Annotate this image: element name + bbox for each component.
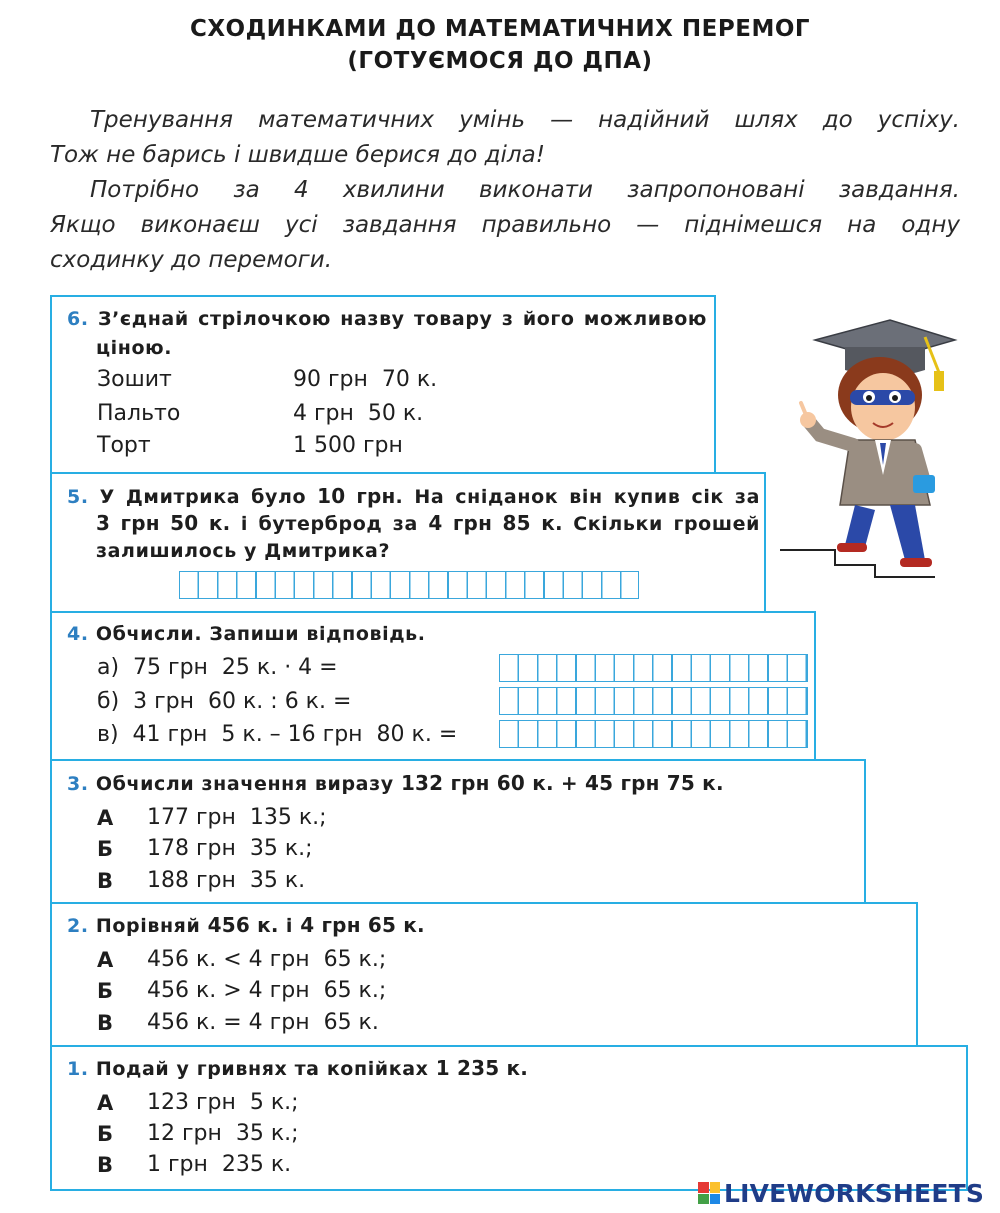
task-5-text: і бутерброд за [230, 513, 429, 535]
logo-square [698, 1194, 709, 1205]
product-name[interactable]: Зошит [97, 367, 172, 392]
answer-grid-input[interactable] [499, 720, 808, 748]
task-number: 5. [67, 486, 89, 508]
option-letter[interactable]: В [97, 1153, 114, 1177]
option-letter[interactable]: Б [97, 1122, 114, 1146]
task-number: 6. [67, 308, 89, 330]
task-number: 3. [67, 773, 89, 795]
shoe [837, 543, 867, 552]
task-1-text: Подай у гривнях та копійках [95, 1058, 436, 1080]
task-3-question [67, 769, 724, 798]
task-5-bold: 10 грн [317, 484, 396, 508]
liveworksheets-logo [698, 1178, 984, 1208]
option-text[interactable]: 177 грн 135 к.; [147, 805, 327, 830]
task-3-text: Обчисли значення виразу [95, 773, 401, 795]
option-letter[interactable]: В [97, 1011, 114, 1035]
task-5-bold: 4 грн 85 к. [428, 511, 563, 535]
task-6-question-cont: ціною. [96, 337, 173, 359]
option-text[interactable]: 123 грн 5 к.; [147, 1090, 299, 1115]
logo-square [710, 1194, 721, 1205]
option-letter[interactable]: А [97, 948, 114, 972]
option-letter[interactable]: Б [97, 837, 114, 861]
task-5-question-cont [96, 509, 760, 538]
task-4-text: Обчисли. Запиши відповідь. [95, 623, 426, 645]
task-2-text: і [278, 915, 301, 937]
option-text[interactable]: 456 к. > 4 грн 65 к.; [147, 978, 387, 1003]
task-2-bold: 456 к. [207, 913, 279, 937]
logo-square [710, 1182, 721, 1193]
answer-grid-input[interactable] [179, 571, 639, 599]
option-letter[interactable]: А [97, 806, 114, 830]
intro-line: Потрібно за 4 хвилини виконати запропоновані завдання. [90, 177, 960, 203]
option-letter[interactable]: В [97, 869, 114, 893]
task-4-question [67, 620, 426, 648]
book [913, 475, 935, 493]
intro-line: сходинку до перемоги. [50, 247, 333, 273]
leg [845, 505, 875, 547]
task-5-text: . На сніданок він купив сік за [395, 486, 760, 508]
mask [850, 390, 915, 405]
option-text[interactable]: 188 грн 35 к. [147, 868, 306, 893]
task-2-question [67, 911, 425, 940]
option-text[interactable]: 1 грн 235 к. [147, 1152, 292, 1177]
expression: б) 3 грн 60 к. : 6 к. = [97, 689, 352, 714]
option-letter[interactable]: А [97, 1091, 114, 1115]
option-text[interactable]: 456 к. = 4 грн 65 к. [147, 1010, 379, 1035]
task-5-bold: 3 грн 50 к. [96, 511, 231, 535]
task-2-bold: 4 грн 65 к. [300, 913, 425, 937]
task-number: 2. [67, 915, 89, 937]
task-5-question [67, 482, 760, 511]
task-1-question [67, 1054, 528, 1083]
shoe [900, 558, 932, 567]
expression: в) 41 грн 5 к. – 16 грн 80 к. = [97, 722, 458, 747]
pupil [892, 395, 898, 401]
intro-line: Тренування математичних умінь — надійний шлях до успіху. [90, 107, 960, 133]
logo-text: LIVEWORKSHEETS [724, 1178, 985, 1208]
hand [800, 412, 816, 428]
product-price[interactable]: 4 грн 50 к. [293, 401, 424, 426]
page-title: СХОДИНКАМИ ДО МАТЕМАТИЧНИХ ПЕРЕМОГ [189, 16, 811, 42]
answer-grid-input[interactable] [499, 687, 808, 715]
pointing-finger [801, 403, 806, 415]
option-text[interactable]: 178 грн 35 к.; [147, 836, 313, 861]
raised-arm [810, 423, 853, 445]
option-text[interactable]: 456 к. < 4 грн 65 к.; [147, 947, 387, 972]
task-5-text: У Дмитрика було [99, 486, 318, 508]
intro-line: Якщо виконаєш усі завдання правильно — піднімешся на одну [50, 212, 960, 238]
product-price[interactable]: 1 500 грн [293, 433, 403, 458]
intro-line: Тож не барись і швидше берися до діла! [50, 142, 545, 168]
expression: а) 75 грн 25 к. · 4 = [97, 655, 338, 680]
page-subtitle: (ГОТУЄМОСЯ ДО ДПА) [347, 48, 653, 74]
student-illustration [775, 315, 970, 585]
product-price[interactable]: 90 грн 70 к. [293, 367, 438, 392]
product-name[interactable]: Торт [97, 433, 151, 458]
face [851, 373, 915, 441]
task-5-question-cont: залишилось у Дмитрика? [96, 540, 391, 562]
leg [890, 505, 925, 560]
option-letter[interactable]: Б [97, 979, 114, 1003]
task-5-text: Скільки грошей [562, 513, 761, 535]
option-text[interactable]: 12 грн 35 к.; [147, 1121, 299, 1146]
intro-text [50, 103, 960, 278]
task-number: 4. [67, 623, 89, 645]
task-3-expression: 132 грн 60 к. + 45 грн 75 к. [400, 771, 724, 795]
logo-icon [698, 1182, 720, 1204]
pupil [866, 395, 872, 401]
product-name[interactable]: Пальто [97, 401, 181, 426]
task-6-text: З’єднай стрілочкою назву товару з його можливою [97, 308, 707, 330]
answer-grid-input[interactable] [499, 654, 808, 682]
task-6-question [67, 305, 707, 333]
task-1-value: 1 235 к. [435, 1056, 529, 1080]
logo-square [698, 1182, 709, 1193]
task-2-text: Порівняй [95, 915, 208, 937]
task-number: 1. [67, 1058, 89, 1080]
cap-tassel-end [934, 371, 944, 391]
